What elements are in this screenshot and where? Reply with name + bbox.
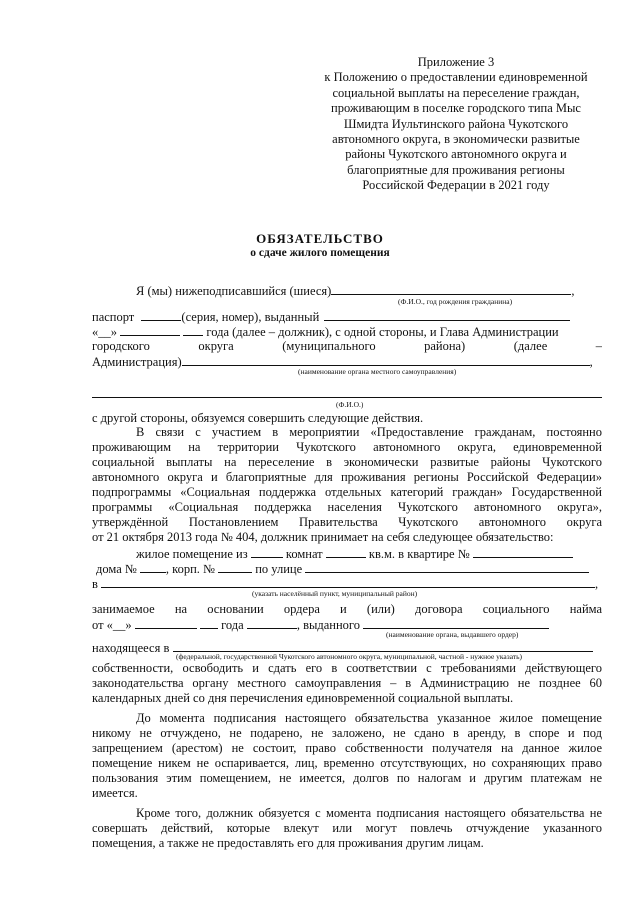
street-field[interactable]	[305, 561, 589, 573]
caption-ownership: (федеральной, государственной Чукотского автономного округа, муниципальной, частной - нужное указать)	[176, 652, 523, 661]
caption-locality: (указать населённый пункт, муниципальный район)	[252, 589, 418, 598]
building-field[interactable]	[218, 561, 252, 573]
paragraph-line: утверждённой Постановлением Правительства Чукотского автономного округа	[92, 515, 602, 529]
order-month-field[interactable]	[135, 617, 197, 629]
form-line-passport: паспорт (серия, номер), выданный	[92, 309, 602, 325]
caption-name: (Ф.И.О., год рождения гражданина)	[398, 297, 513, 306]
paragraph-line: социальной выплаты на переселение в экономически развитые районы Чукотского	[92, 455, 602, 469]
form-line-administration: Администрация) ,	[92, 355, 593, 369]
apartment-field[interactable]	[473, 546, 573, 558]
appendix-line: автономного округа, в экономически развитые	[332, 132, 580, 147]
order-date-field[interactable]	[247, 617, 297, 629]
appendix-header	[306, 55, 606, 194]
passport-year-field[interactable]	[183, 324, 203, 336]
rooms-field[interactable]	[251, 546, 283, 558]
paragraph-line: помещения, а также не предоставлять его для проживания другим лицам.	[92, 836, 484, 850]
passport-series-field[interactable]	[141, 309, 181, 321]
form-line-occupied: занимаемое на основании ордера и (или) договора социального найма	[92, 602, 602, 616]
appendix-line: Приложение 3	[417, 55, 495, 69]
appendix-line: благоприятные для проживания регионы	[347, 162, 565, 177]
caption-order-issuer: (наименование органа, выдавшего ордер)	[386, 630, 519, 639]
paragraph-line: В связи с участием в мероприятии «Предоставление гражданам, постоянно	[136, 425, 602, 439]
appendix-line: районы Чукотского автономного округа и	[345, 147, 567, 162]
form-line-name: Я (мы) нижеподписавшийся (шиеся) ,	[136, 284, 575, 298]
appendix-line: проживающим в поселке городского типа Мыс	[331, 101, 581, 116]
locality-field[interactable]	[101, 576, 595, 588]
appendix-line: Шмидта Иультинского района Чукотского	[343, 116, 569, 131]
paragraph-line: запрещением (арестом) не состоит, право собственности получателя на данное жилое	[92, 741, 602, 755]
form-line-ownership: находящееся в	[92, 640, 602, 656]
paragraph-line: Кроме того, должник обязуется с момента подписания настоящего обязательства не	[136, 806, 602, 820]
appendix-line: Российской Федерации в 2021 году	[362, 178, 550, 193]
paragraph-line: совершать действий, которые влекут или могут повлечь отчуждение указанного	[92, 821, 602, 835]
order-year-field[interactable]	[200, 617, 218, 629]
document-title: ОБЯЗАТЕЛЬСТВО	[256, 231, 384, 246]
form-line-house: дома № , корп. № по улице	[92, 561, 602, 577]
paragraph-line: подпрограммы «Социальная поддержка отдельных категорий граждан» Государственной	[92, 485, 602, 499]
form-line-other-party: с другой стороны, обязуемся совершить следующие действия.	[92, 411, 424, 425]
paragraph-line: пользования этим помещением, не имеется, долгов по налогам и другим платежам не	[92, 771, 602, 785]
paragraph-line: календарных дней со дня перечисления единовременной социальной выплаты.	[92, 691, 514, 705]
appendix-line: социальной выплаты на переселение граждан,	[332, 85, 580, 100]
paragraph-line: от 21 октября 2013 года № 404, должник принимает на себя следующее обязательство:	[92, 530, 554, 544]
head-name-field[interactable]	[92, 397, 602, 398]
paragraph-line: проживающим на территории Чукотского автономного округа, единовременной	[92, 440, 602, 454]
paragraph-line: никому не отчуждено, не подарено, не заложено, не сдано в аренду, в споре и под	[92, 726, 602, 740]
paragraph-line: автономного округа и благоприятные для проживания регионы Российской Федерации»	[92, 470, 602, 484]
form-line-premises: жилое помещение из комнат кв.м. в квартире №	[92, 546, 602, 562]
form-line-district: городского округа (муниципального района) (далее –	[92, 339, 602, 353]
caption-fio: (Ф.И.О.)	[336, 400, 364, 409]
name-field[interactable]	[331, 283, 571, 295]
passport-issued-field[interactable]	[324, 309, 570, 321]
passport-month-field[interactable]	[120, 324, 180, 336]
area-field[interactable]	[326, 546, 366, 558]
paragraph-line: программы «Социальная поддержка населения Чукотского автономного округа»,	[92, 500, 602, 514]
document-subtitle: о сдаче жилого помещения	[250, 247, 390, 259]
form-line-order: от «__» года , выданного	[92, 617, 602, 633]
house-field[interactable]	[140, 561, 166, 573]
administration-field[interactable]	[182, 354, 590, 366]
caption-administration: (наименование органа местного самоуправления)	[298, 367, 457, 376]
ownership-field[interactable]	[173, 640, 593, 652]
paragraph-line: имеется.	[92, 786, 138, 800]
paragraph-line: законодательства органу местного самоуправления – в Администрацию не позднее 60	[92, 676, 602, 690]
appendix-line: к Положению о предоставлении единовременной	[324, 70, 588, 85]
paragraph-line: помещение никем не оспаривается, лиц, временно отсутствующих, но сохраняющих право	[92, 756, 602, 770]
paragraph-line: собственности, освободить и сдать его в соответствии с требованиями действующего	[92, 661, 602, 675]
order-issuer-field[interactable]	[363, 617, 549, 629]
form-line-locality: в ,	[92, 577, 599, 591]
form-line-date: «__» года (далее – должник), с одной стороны, и Глава Администрации	[92, 325, 559, 339]
paragraph-line: До момента подписания настоящего обязательства указанное жилое помещение	[136, 711, 602, 725]
